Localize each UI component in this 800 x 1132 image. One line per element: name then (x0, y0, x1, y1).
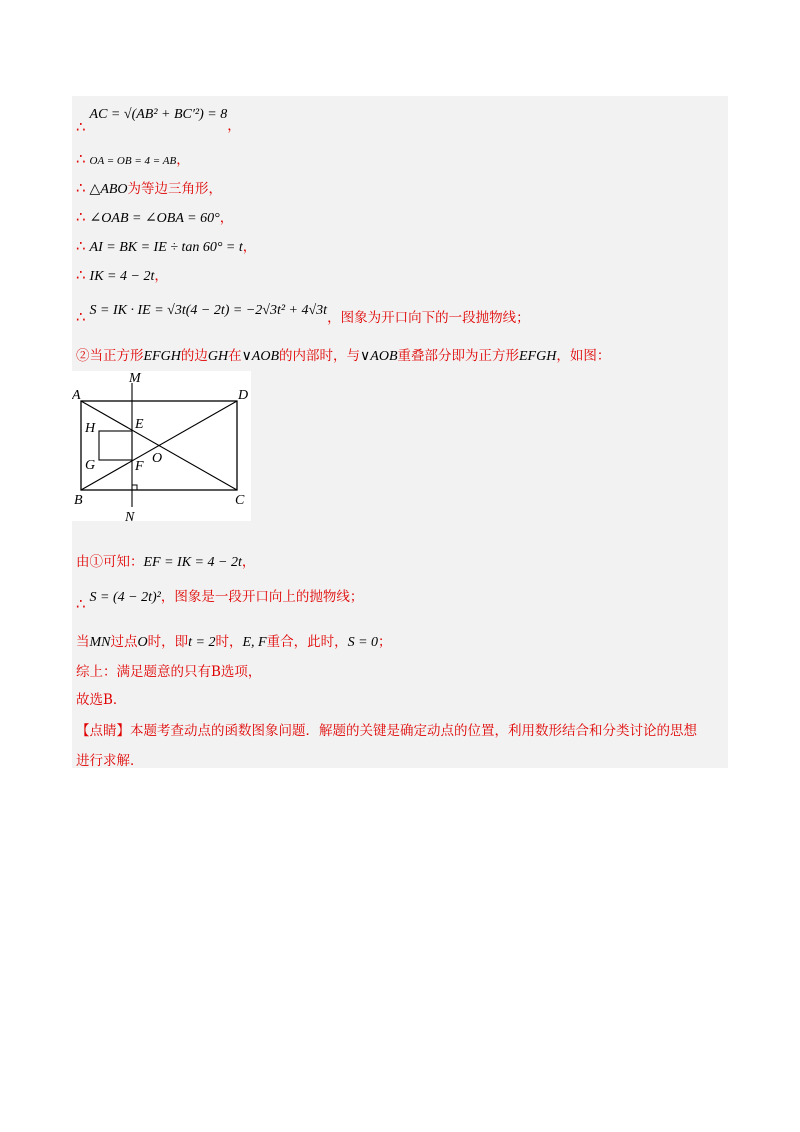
math-angles: ∠OAB = ∠OBA = 60° (89, 211, 220, 226)
math-area-square: S = (4 − 2t)² (89, 590, 161, 605)
square-efgh (99, 431, 132, 460)
math-area-s: S = IK · IE = √3t(4 − 2t) = −2√3t² + 4√3t (89, 303, 328, 318)
line-ac: ∴AC = √(AB² + BC′²) = 8， (76, 107, 241, 136)
label-b: B (74, 493, 83, 508)
line-summary: 综上：满足题意的只有B选项， (76, 664, 262, 680)
line-area-s: ∴ S = IK · IE = √3t(4 − 2t) = −2√3t² + 4√3t，图象为开口向下的一段抛物线； (76, 303, 530, 326)
line-comment-end: 进行求解． (76, 753, 144, 769)
label-e: E (135, 417, 144, 432)
line-comment: 【点睛】本题考查动点的函数图象问题．解题的关键是确定动点的位置，利用数形结合和分类讨论的思想 (76, 723, 697, 739)
label-m: M (129, 371, 141, 386)
line-case-two: ②当正方形EFGH的边GH在∨AOB的内部时，与∨AOB重叠部分即为正方形EFGH，如图： (76, 348, 611, 364)
line-ai-bk: ∴ AI = BK = IE ÷ tan 60° = t， (76, 237, 257, 255)
line-oa-ob: ∴ OA = OB = 4 = AB， (76, 150, 190, 168)
line-ik: ∴ IK = 4 − 2t， (76, 266, 168, 284)
math-ac: AC = √(AB² + BC′²) = 8 (89, 107, 228, 122)
line-angles: ∴ ∠OAB = ∠OBA = 60°， (76, 208, 234, 226)
line-equilateral: ∴ △ABO为等边三角形， (76, 179, 223, 197)
right-angle-mark (132, 485, 137, 490)
line-t-equals-two: 当MN过点O时，即t = 2时，E, F重合，此时，S = 0； (76, 634, 392, 650)
math-triangle-abo: △ABO (89, 182, 128, 197)
label-o: O (152, 451, 163, 466)
geometry-figure (72, 371, 251, 521)
line-ef-ik: 由①可知：EF = IK = 4 − 2t， (76, 554, 256, 570)
math-ik: IK = 4 − 2t (89, 269, 155, 284)
label-g: G (85, 458, 96, 473)
label-f: F (135, 459, 144, 474)
label-a: A (72, 388, 81, 403)
label-d: D (238, 388, 249, 403)
label-c: C (235, 493, 245, 508)
label-n: N (125, 510, 135, 521)
math-ai-bk: AI = BK = IE ÷ tan 60° = t (89, 240, 243, 255)
line-area-square: ∴ S = (4 − 2t)²，图象是一段开口向上的抛物线； (76, 589, 364, 613)
label-h: H (85, 421, 96, 436)
line-answer: 故选B． (76, 692, 127, 708)
math-oa-ob: OA = OB = 4 = AB (89, 155, 177, 167)
math-ef-ik: EF = IK = 4 − 2t (143, 555, 242, 570)
rectangle-diagram (72, 371, 251, 521)
